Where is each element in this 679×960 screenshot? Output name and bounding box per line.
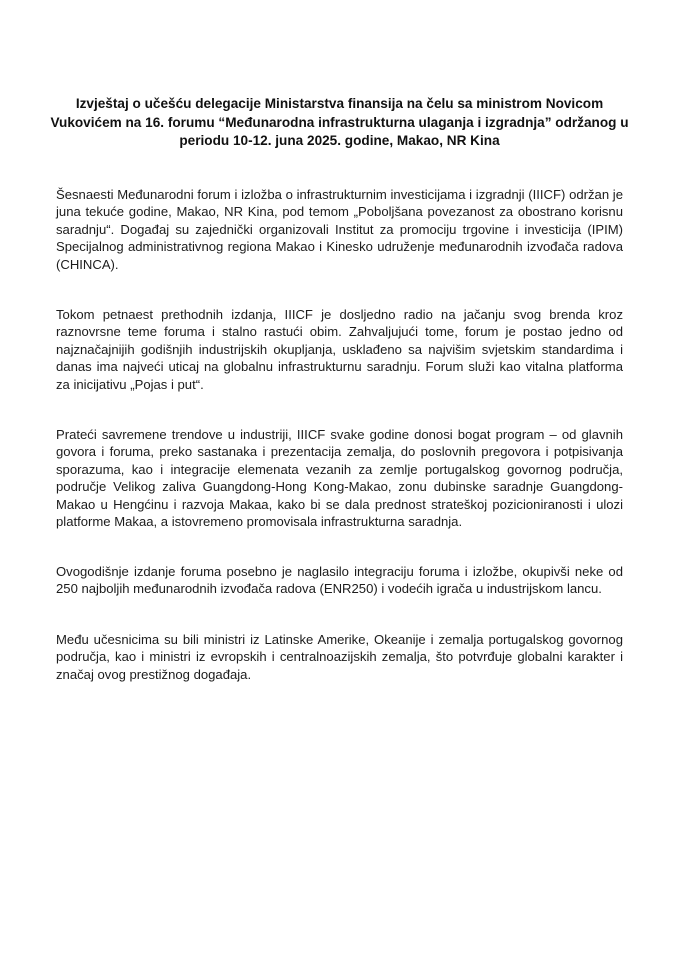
paragraph-forum-intro: Šesnaesti Međunarodni forum i izložba o infrastrukturnim investicijama i izgradnji (IIICF) održan je juna tekuće godine, Makao, NR Kina, pod temom „Poboljšana povezanost za obostrano korisnu saradnju“. Događaj su zajednički organizovali Institut za promociju trgovine i investicija (IPIM) Specijalnog administrativnog regiona Makao i Kinesko udruženje međunarodnih izvođača radova (CHINCA). [56, 187, 623, 272]
document-title: Izvještaj o učešću delegacije Ministarstva finansija na čelu sa ministrom Novicom Vukovićem na 16. forumu “Međunarodna infrastrukturna ulaganja i izgradnja” održanog u periodu 10-12. juna 2025. godine, Makao, NR Kina [50, 96, 629, 148]
paragraph-participants: Među učesnicima su bili ministri iz Latinske Amerike, Okeanije i zemalja portugalskog govornog područja, kao i ministri iz evropskih i centralnoazijskih zemalja, što potvrđuje globalni karakter i značaj ovog prestižnog događaja. [56, 632, 623, 682]
paragraph-forum-history: Tokom petnaest prethodnih izdanja, IIICF je dosljedno radio na jačanju svog brenda kroz raznovrsne teme foruma i stalno rastući obim. Zahvaljujući tome, forum je postao jedno od najznačajnijih godišnjih industrijskih okupljanja, usklađeno sa najvišim svjetskim standardima i danas ima najveći uticaj na globalnu infrastrukturnu saradnju. Forum služi kao vitalna platforma za inicijativu „Pojas i put“. [56, 307, 623, 392]
paragraph-forum-edition: Ovogodišnje izdanje foruma posebno je naglasilo integraciju foruma i izložbe, okupivši neke od 250 najboljih međunarodnih izvođača radova (ENR250) i vodećih igrača u industrijskom lancu. [56, 564, 623, 597]
paragraph-forum-program: Prateći savremene trendove u industriji, IIICF svake godine donosi bogat program – od glavnih govora i foruma, preko sastanaka i prezentacija zemalja, do poslovnih pregovora i potpisivanja sporazuma, kao i integracije elemenata vezanih za zemlje portugalskog govornog područja, područje Velikog zaliva Guangdong-Hong Kong-Makao, zonu dubinske saradnje Guangdong-Makao u Hengćinu i razvoja Makaa, kako bi se dala prednost strateškoj pozicioniranosti i ulozi platforme Makaa, a istovremeno promovisala infrastrukturna saradnja. [56, 427, 623, 530]
